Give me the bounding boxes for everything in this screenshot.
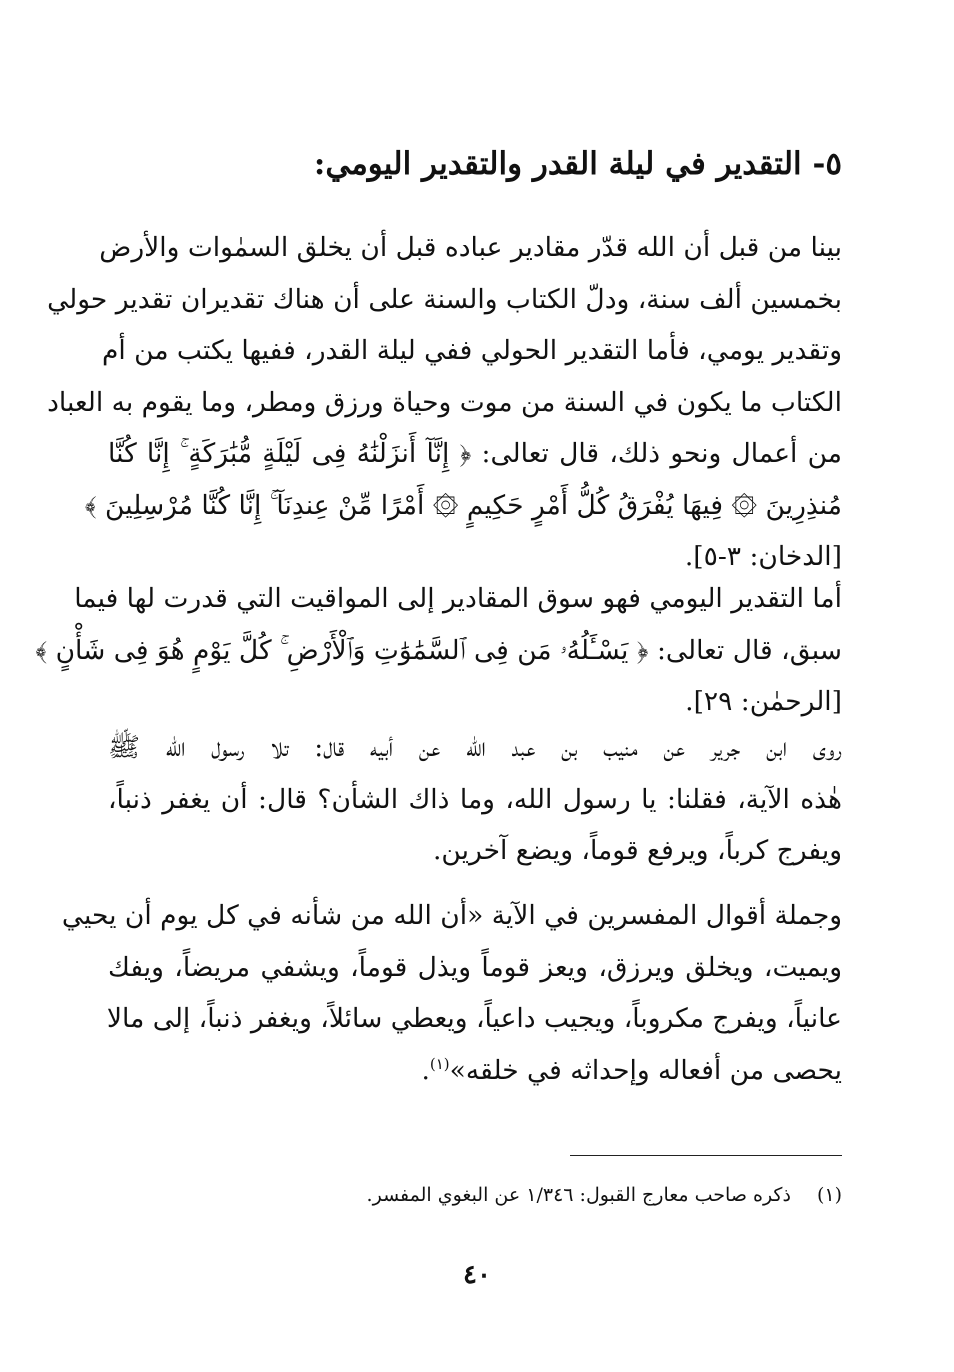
paragraph-daily-decree [35,573,842,728]
text-line: روى ابن جرير عن منيب بن عبد الله عن أبيه قال: تلا رسول الله ﷺ [108,732,842,763]
quran-verse-line: سبق، قال تعالى: ﴿ يَسْـَٔلُهُۥ مَن فِى ٱلسَّمَٰوَٰتِ وَٱلْأَرْضِ ۚ كُلَّ يَوْمٍ هُوَ فِى شَأْنٍ ﴾ [35,634,842,666]
footnote-text: ذكره صاحب معارج القبول: ١/٣٤٦ عن البغوي المفسر. [366,1184,791,1206]
text-line: أما التقدير اليومي فهو سوق المقادير إلى المواقيت التي قدرت لها فيما [74,583,842,614]
sentence-end: . [421,1054,430,1086]
text-line-with-note [108,1045,842,1097]
footnote-reference: (١) [429,1054,450,1073]
text-line: عانياً، ويفرج مكروباً، ويجيب داعياً، ويعطي سائلاً، ويغفر ذنباً، إلى مالا [106,1003,842,1034]
text-line: يحصى من أفعاله وإحداثه في خلقه» [449,1054,842,1086]
text-line: الكتاب ما يكون في السنة من موت وحياة ورزق ومطر، وما يقوم به العباد [47,386,842,418]
verse-citation: [الرحمٰن: ٢٩]. [685,686,842,717]
paragraph-exegetes [61,890,842,1096]
text-line: بينا من قبل أن الله قدّر مقادير عباده قبل أن يخلق السمٰوات والأرض [99,232,842,263]
footnote [108,1180,842,1210]
page-number: ٤٠ [463,1260,491,1290]
text-line: وتقدير يومي، فأما التقدير الحولي ففي ليلة القدر، ففيها يكتب من أم [101,335,842,366]
paragraph-hadith [108,722,842,877]
quran-verse-line: مُنذِرِينَ ۞ فِيهَا يُفْرَقُ كُلُّ أَمْرٍ حَكِيمٍ ۞ أَمْرًا مِّنْ عِندِنَآ ۚ إِنَّا كُنَّا مُرْسِلِينَ ﴾ [84,489,842,521]
paragraph-night-of-decree [47,222,842,583]
footnote-number: (١) [816,1184,842,1206]
text-line: ويفرج كرباً، ويرفع قوماً، ويضع آخرين. [432,835,842,866]
footnote-divider [570,1155,842,1156]
text-line: هٰذه الآية، فقلنا: يا رسول الله، وما ذاك الشأن؟ قال: أن يغفر ذنباً، [108,783,842,815]
text-line: ويميت، ويخلق ويرزق، ويعز قوماً ويذل قوماً، ويشفي مريضاً، ويفك [108,951,842,983]
verse-citation: [الدخان: ٣-٥]. [684,541,842,572]
text-line: بخمسين ألف سنة، ودلّ الكتاب والسنة على أن هناك تقديران تقدير حولي [47,283,842,315]
section-heading: ٥- التقدير في ليلة القدر والتقدير اليومي: [313,146,842,182]
text-line: وجملة أقوال المفسرين في الآية «أن الله من شأنه في كل يوم أن يحيي [61,900,842,931]
quran-verse-line: من أعمال ونحو ذلك، قال تعالى: ﴿ إِنَّآ أَنزَلْنَٰهُ فِى لَيْلَةٍ مُّبَٰرَكَةٍ ۚ إِنَّا كُنَّا [108,438,842,469]
